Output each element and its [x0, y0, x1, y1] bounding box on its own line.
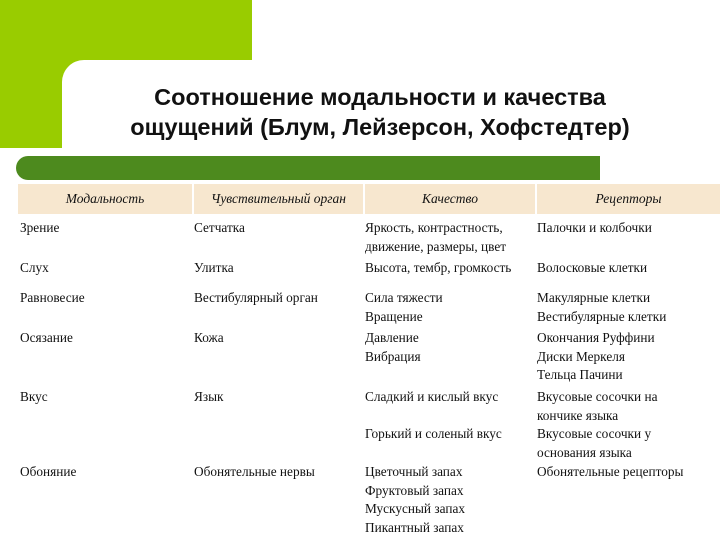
cell-receptors: [537, 289, 666, 326]
cell-line: Фруктовый запах: [365, 482, 464, 498]
cell-line: [365, 407, 502, 426]
cell-quality: [365, 463, 465, 537]
cell-modality: Обоняние: [20, 464, 77, 479]
cell-line: Тельца Пачини: [537, 367, 623, 382]
cell-line: Пикантный запах: [365, 519, 464, 535]
cell-line: Вращение: [365, 308, 423, 324]
cell-line: Мускусный запах: [365, 501, 465, 516]
cell-line: Окончания Руффини: [537, 330, 655, 345]
cell-modality: Осязание: [20, 330, 73, 345]
cell-modality: Слух: [20, 260, 49, 275]
cell-modality: Вкус: [20, 389, 48, 404]
cell-quality: [365, 219, 506, 256]
table-header: [18, 184, 720, 214]
cell-organ: Кожа: [194, 330, 224, 345]
cell-line: Палочки и колбочки: [537, 220, 652, 235]
cell-organ: Обонятельные нервы: [194, 464, 315, 479]
cell-modality: Равновесие: [20, 290, 85, 305]
cell-line: Вибрация: [365, 348, 421, 364]
cell-line: Вкусовые сосочки на: [537, 389, 658, 404]
cell-line: Горький и соленый вкус: [365, 426, 502, 441]
cell-line: Макулярные клетки: [537, 290, 651, 305]
cell-receptors: [537, 259, 647, 278]
header-organ: Чувствительный орган: [211, 191, 346, 206]
cell-line: кончике языка: [537, 407, 619, 423]
cell-organ: Язык: [194, 389, 224, 404]
title-line-2: ощущений (Блум, Лейзерсон, Хофстедтер): [130, 114, 630, 140]
header-receptors: Рецепторы: [595, 191, 662, 206]
cell-line: Вестибулярные клетки: [537, 308, 667, 324]
page-title: [60, 82, 700, 142]
title-line-1: Соотношение модальности и качества: [154, 84, 606, 110]
cell-line: Обонятельные рецепторы: [537, 464, 684, 479]
cell-organ: Сетчатка: [194, 220, 245, 235]
cell-line: Высота, тембр, громкость: [365, 260, 512, 275]
cell-line: Давление: [365, 330, 419, 345]
cell-line: Диски Меркеля: [537, 348, 625, 364]
cell-line: движение, размеры, цвет: [365, 238, 507, 254]
cell-modality: Зрение: [20, 220, 60, 235]
header-quality: Качество: [422, 191, 478, 206]
cell-quality: [365, 329, 421, 366]
cell-line: Сладкий и кислый вкус: [365, 389, 499, 404]
cell-receptors: [537, 388, 657, 462]
header-modality: Модальность: [65, 191, 145, 206]
cell-line: Сила тяжести: [365, 290, 443, 305]
cell-organ: Улитка: [194, 260, 234, 275]
cell-receptors: [537, 329, 655, 385]
cell-receptors: [537, 463, 684, 482]
cell-receptors: [537, 219, 652, 238]
cell-line: Цветочный запах: [365, 464, 463, 479]
cell-line: Яркость, контрастность,: [365, 220, 503, 235]
cell-organ: Вестибулярный орган: [194, 290, 318, 305]
cell-line: Волосковые клетки: [537, 260, 648, 275]
cell-line: основания языка: [537, 444, 632, 460]
cell-quality: [365, 289, 443, 326]
cell-quality: [365, 259, 511, 278]
cell-quality: [365, 388, 502, 444]
cell-line: Вкусовые сосочки у: [537, 426, 652, 441]
green-divider-bar: [16, 156, 600, 180]
